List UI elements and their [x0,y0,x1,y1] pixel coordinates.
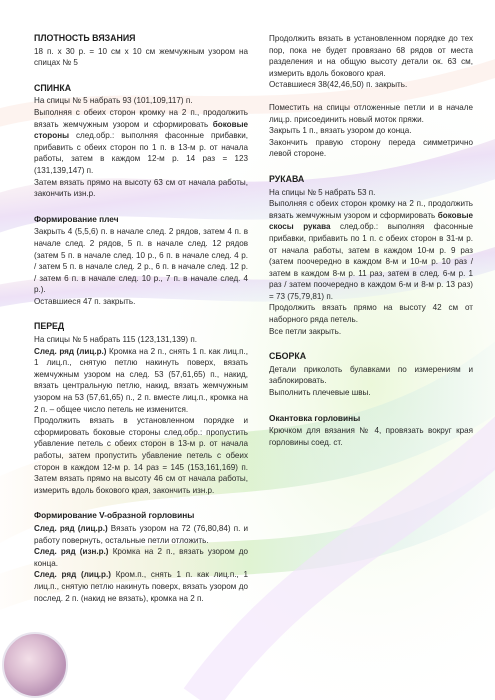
yarn-photo-thumbnail [2,632,68,698]
sleeve-instructions: Выполняя с обеих сторон кромку на 2 п., продолжить вязать жемчужным узором и сформировать боковые скосы рукава след.обр.: выполняя фасонные прибавки, прибавить по 1 п. с обеих сторон в 31-м р. от начала работы, затем в каждом 10-м р. 9 раз (затем поочередно в каждом 8-м и 10-м р. 10 раз / затем в каждом 8-м р. 11 раз, затем в след. 6-м р. 1 раз / затем поочередно в каждом 6-м и 8-м р. 13 раз) = 73 (75,79,81) п. [269,199,474,301]
back-cast-on: На спицы № 5 набрать 93 (101,109,117) п. [34,96,193,106]
neck-finish: Закончить правую сторону переда симметрично левой стороне. [269,137,473,159]
assembly-seams: Выполнить плечевые швы. [269,388,371,398]
front-title: ПЕРЕД [34,321,65,332]
neck-bind-off: Оставшиеся 38(42,46,50) п. закрыть. [269,80,408,90]
vneck-row-1: След. ряд (лиц.р.) Вязать узором на 72 (76,80,84) п. и работу повернуть, остальные петли отложить. [34,523,248,545]
front-next-row: След. ряд (лиц.р.) Кромка на 2 п., снять 1 п. как лиц.п., 1 лиц.п., снятую петлю накинуть поверх, вязать жемчужным узором на след. 53 (57,61,65) п., накид, вязать центральную петлю, накид, вязать жемчужным узором на 53 (57,61,65) п., 2 п. вместе лиц.п., кромка на 2 п. – общее число петель не изменится. [34,346,249,414]
assembly-title: СБОРКА [269,351,307,362]
edging-title: Окантовка горловины [269,412,361,423]
front-cast-on: На спицы № 5 набрать 115 (123,131,139) п. [34,335,197,345]
neck-close: Закрыть 1 п., вязать узором до конца. [269,126,412,136]
vneck-title: Формирование V-образной горловины [34,510,195,521]
vneck-row-3: След. ряд (лиц.р.) Кром.п., снять 1 п. как лиц.п., 1 лиц.п., снятую петлю накинуть поверх, вязать узором до послед. 2 п. (накид не вязать), кромка на 2 п. [34,570,248,603]
sleeve-title: РУКАВА [269,173,305,184]
front-section [34,321,248,496]
edging-text: Крючком для вязания № 4, провязать вокруг края горловины соед. ст. [269,426,473,447]
shoulders-bind-off: Оставшиеся 47 п. закрыть. [34,296,136,306]
shoulders-text: Закрыть 4 (5,5,6) п. в начале след. 2 рядов, затем 4 п. в начале след. 2 рядов, 5 п. в начале след. 12 рядов (затем 5 п. в начале след. 10 р., 6 п. в начале след. 4 р. / затем 5 п. в начале след. 2 р., 6 п. в начале след. 12 р. / затем 6 п. в начале след. 10 р., 7 п. в начале след. 4 р.). [34,227,248,295]
back-section [34,83,248,200]
back-instructions: Выполняя с обеих сторон кромку на 2 п., продолжить вязать жемчужным узором и сформировать боковые стороны след.обр.: выполняя фасонные прибавки, прибавить с обеих сторон по 1 п. в 13-м р. от начала работы, затем в каждом 12-м р. 14 раз = 123 (131,139,147) п. [34,107,249,175]
vneck-row-2: След. ряд (изн.р.) Кромка на 2 п., вязать узором до конца. [34,547,249,568]
sleeve-cast-on: На спицы № 5 набрать 53 п. [269,187,376,197]
vneck-section [34,510,248,604]
back-title: СПИНКА [34,82,72,93]
back-straight: Затем вязать прямо на высоту 63 см от начала работы, закончить изн.р. [34,177,248,199]
edging-section [269,413,473,449]
assembly-section [269,351,473,398]
assembly-block: Детали приколоть булавками по измерениям и заблокировать. [269,364,473,386]
shoulders-title: Формирование плеч [34,213,119,224]
neck-continue-text: Продолжить вязать в установленном порядке до тех пор, пока не будет провязано 68 рядов от места разделения и на общую высоту детали ок. 63 см, измерить вдоль бокового края. [269,34,473,78]
sleeve-bind-off: Все петли закрыть. [269,326,342,336]
gauge-title: ПЛОТНОСТЬ ВЯЗАНИЯ [34,33,136,43]
neck-continue-section [269,33,473,160]
right-column [269,33,473,462]
front-continue: Продолжить вязать в установленном порядке и сформировать боковые стороны след.обр.: пропустить убавление петель с обеих сторон в 13-м р. от начала работы, затем пропустить убавление петель с обеих сторон в каждом 12-м р. 14 раз = 145 (153,161,169) п. Затем вязать прямо на высоту 46 см от начала работы, измерить вдоль бокового края, закончить изн.р. [34,416,248,495]
neck-rejoin: Поместить на спицы отложенные петли и в начале лиц.р. присоединить новый моток пряжи. [269,102,473,124]
left-column [34,33,248,618]
shoulders-section [34,214,248,308]
sleeve-section [269,174,473,337]
sleeve-straight: Продолжить вязать прямо на высоту 42 см от наборного ряда петель. [269,303,473,325]
gauge-text: 18 п. х 30 р. = 10 см х 10 см жемчужным узором на спицах № 5 [34,46,248,68]
gauge-section [34,33,248,69]
